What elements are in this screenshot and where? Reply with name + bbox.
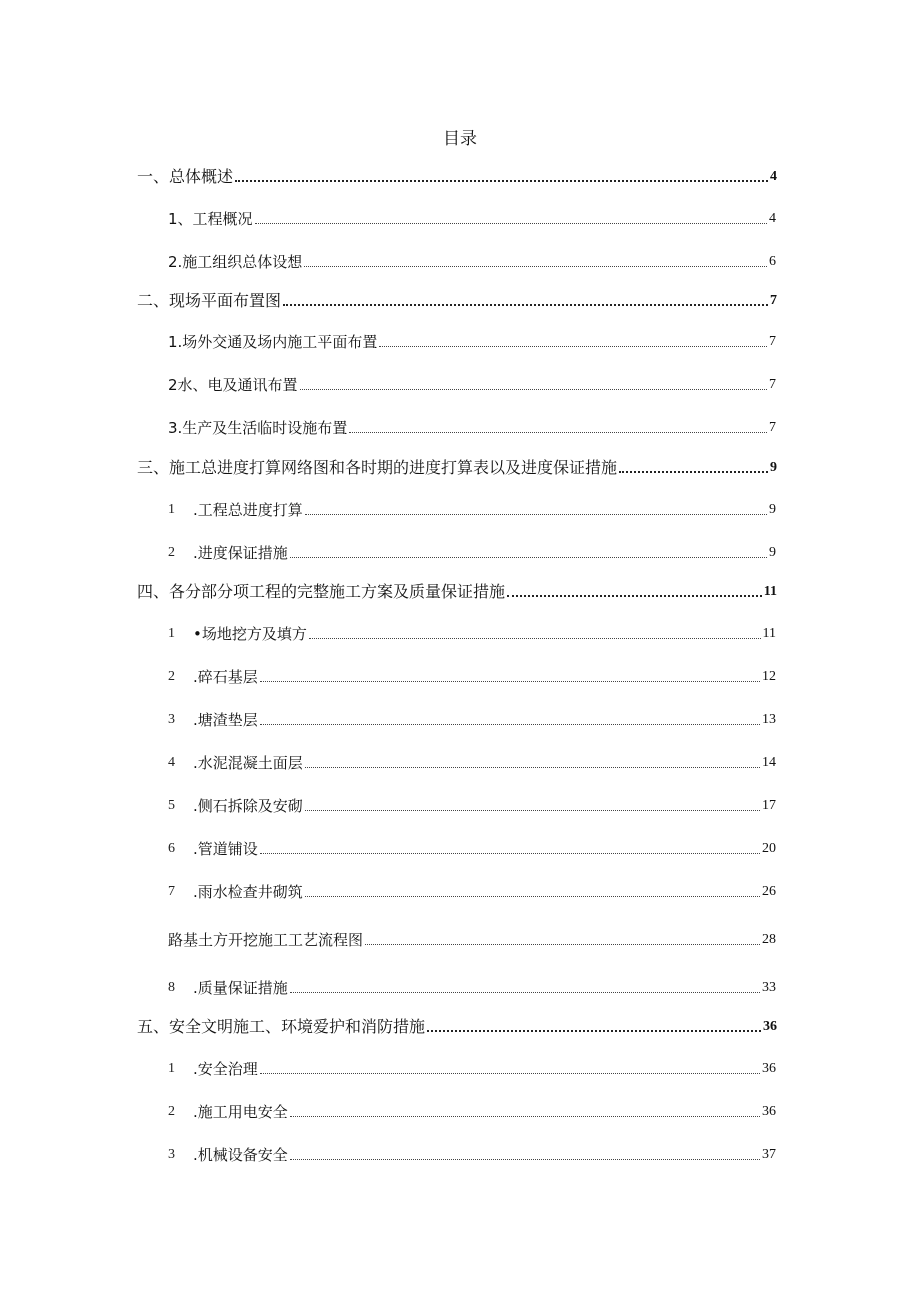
toc-page-number: 20 xyxy=(762,841,776,856)
toc-section-entry[interactable] xyxy=(168,207,776,229)
toc-section-entry[interactable] xyxy=(168,928,776,950)
toc-page-number: 36 xyxy=(762,1104,776,1119)
toc-page-number: 26 xyxy=(762,884,776,899)
toc-entry-number: 8 xyxy=(168,980,175,995)
toc-page-number: 9 xyxy=(769,502,776,517)
toc-entry-label: 1.场外交通及场内施工平面布置 xyxy=(168,333,378,351)
toc-dot-leader xyxy=(349,431,767,433)
toc-page-number: 13 xyxy=(762,712,776,727)
toc-page-number: 11 xyxy=(763,584,777,599)
toc-page-number: 9 xyxy=(770,460,777,475)
toc-entry-label: .进度保证措施 xyxy=(193,544,288,562)
toc-section-entry[interactable] xyxy=(168,250,776,272)
toc-section-entry[interactable] xyxy=(168,1100,776,1122)
toc-entry-label: •场地挖方及填方 xyxy=(193,625,307,643)
toc-page-number: 37 xyxy=(762,1147,776,1162)
toc-dot-leader xyxy=(290,1115,760,1117)
toc-entry-label: 1、工程概况 xyxy=(168,210,253,228)
toc-section-entry[interactable] xyxy=(168,1057,776,1079)
toc-entry-label: 五、安全文明施工、环境爱护和消防措施 xyxy=(137,1017,426,1036)
toc-entry-label: .塘渣垫层 xyxy=(193,711,258,729)
toc-dot-leader xyxy=(290,991,760,993)
toc-dot-leader xyxy=(260,680,760,682)
toc-entry-number: 5 xyxy=(168,798,175,813)
toc-entry-label: .碎石基层 xyxy=(193,668,258,686)
toc-title: 目录 xyxy=(443,129,477,149)
toc-section-entry[interactable] xyxy=(168,665,776,687)
toc-section-entry[interactable] xyxy=(168,794,776,816)
toc-page-number: 28 xyxy=(762,932,776,947)
toc-dot-leader xyxy=(305,513,767,515)
toc-entry-number: 3 xyxy=(168,1147,175,1162)
toc-page-number: 11 xyxy=(762,626,776,641)
toc-entry-label: .施工用电安全 xyxy=(193,1103,288,1121)
toc-entry-label: 一、总体概述 xyxy=(137,167,234,186)
toc-dot-leader xyxy=(255,222,767,224)
toc-page-number: 7 xyxy=(769,420,776,435)
toc-entry-label: .机械设备安全 xyxy=(193,1146,288,1164)
toc-entry-label: .侧石拆除及安砌 xyxy=(193,797,303,815)
toc-dot-leader xyxy=(300,388,767,390)
toc-entry-number: 4 xyxy=(168,755,175,770)
toc-section-entry[interactable] xyxy=(168,330,776,352)
toc-chapter-entry[interactable] xyxy=(137,1015,777,1037)
toc-page-number: 12 xyxy=(762,669,776,684)
toc-entry-label: .雨水检查井砌筑 xyxy=(193,883,303,901)
toc-section-entry[interactable] xyxy=(168,976,776,998)
toc-section-entry[interactable] xyxy=(168,1143,776,1165)
toc-section-entry[interactable] xyxy=(168,622,776,644)
toc-section-entry[interactable] xyxy=(168,837,776,859)
toc-entry-label: 2.施工组织总体设想 xyxy=(168,253,303,271)
toc-entry-number: 2 xyxy=(168,669,175,684)
toc-page-number: 7 xyxy=(769,334,776,349)
toc-chapter-entry[interactable] xyxy=(137,165,777,187)
toc-page-number: 7 xyxy=(770,293,777,308)
toc-page-number: 36 xyxy=(763,1019,777,1034)
toc-page-number: 4 xyxy=(769,211,776,226)
toc-entry-label: .质量保证措施 xyxy=(193,979,288,997)
toc-entry-label: 四、各分部分项工程的完整施工方案及质量保证措施 xyxy=(137,582,506,601)
toc-dot-leader xyxy=(260,723,760,725)
toc-section-entry[interactable] xyxy=(168,751,776,773)
toc-chapter-entry[interactable] xyxy=(137,456,777,478)
toc-page-number: 14 xyxy=(762,755,776,770)
toc-entry-label: 路基土方开挖施工工艺流程图 xyxy=(168,931,364,949)
toc-section-entry[interactable] xyxy=(168,498,776,520)
toc-dot-leader xyxy=(290,556,767,558)
toc-section-entry[interactable] xyxy=(168,541,776,563)
toc-entry-label: .安全治理 xyxy=(193,1060,258,1078)
toc-dot-leader xyxy=(305,766,760,768)
toc-entry-number: 6 xyxy=(168,841,175,856)
toc-dot-leader xyxy=(427,1029,761,1032)
toc-page-number: 7 xyxy=(769,377,776,392)
toc-page-number: 33 xyxy=(762,980,776,995)
toc-dot-leader xyxy=(290,1158,760,1160)
toc-entry-label: 2水、电及通讯布置 xyxy=(168,376,298,394)
toc-dot-leader xyxy=(305,809,760,811)
toc-dot-leader xyxy=(283,303,768,306)
toc-entry-number: 2 xyxy=(168,545,175,560)
toc-page-number: 9 xyxy=(769,545,776,560)
toc-entry-number: 1 xyxy=(168,626,175,641)
toc-entry-number: 7 xyxy=(168,884,175,899)
toc-section-entry[interactable] xyxy=(168,880,776,902)
toc-section-entry[interactable] xyxy=(168,373,776,395)
toc-entry-label: 二、现场平面布置图 xyxy=(137,291,282,310)
toc-dot-leader xyxy=(260,1072,760,1074)
toc-dot-leader xyxy=(379,345,767,347)
toc-dot-leader xyxy=(309,637,761,639)
toc-entry-label: .管道铺设 xyxy=(193,840,258,858)
toc-dot-leader xyxy=(304,265,767,267)
toc-entry-label: .工程总进度打算 xyxy=(193,501,303,519)
toc-page-number: 17 xyxy=(762,798,776,813)
toc-chapter-entry[interactable] xyxy=(137,580,777,602)
toc-page-number: 4 xyxy=(770,169,777,184)
toc-entry-number: 2 xyxy=(168,1104,175,1119)
toc-section-entry[interactable] xyxy=(168,708,776,730)
toc-dot-leader xyxy=(235,179,768,182)
toc-dot-leader xyxy=(619,470,768,473)
toc-entry-label: 三、施工总进度打算网络图和各时期的进度打算表以及进度保证措施 xyxy=(137,458,618,477)
toc-entry-number: 1 xyxy=(168,502,175,517)
toc-dot-leader xyxy=(507,594,762,597)
toc-dot-leader xyxy=(260,852,760,854)
toc-entry-label: .水泥混凝土面层 xyxy=(193,754,303,772)
toc-dot-leader xyxy=(365,943,760,945)
toc-chapter-entry[interactable] xyxy=(137,289,777,311)
toc-entry-number: 1 xyxy=(168,1061,175,1076)
toc-page-number: 36 xyxy=(762,1061,776,1076)
toc-entry-number: 3 xyxy=(168,712,175,727)
toc-entry-label: 3.生产及生活临时设施布置 xyxy=(168,419,348,437)
toc-dot-leader xyxy=(305,895,760,897)
toc-section-entry[interactable] xyxy=(168,416,776,438)
toc-page-number: 6 xyxy=(769,254,776,269)
